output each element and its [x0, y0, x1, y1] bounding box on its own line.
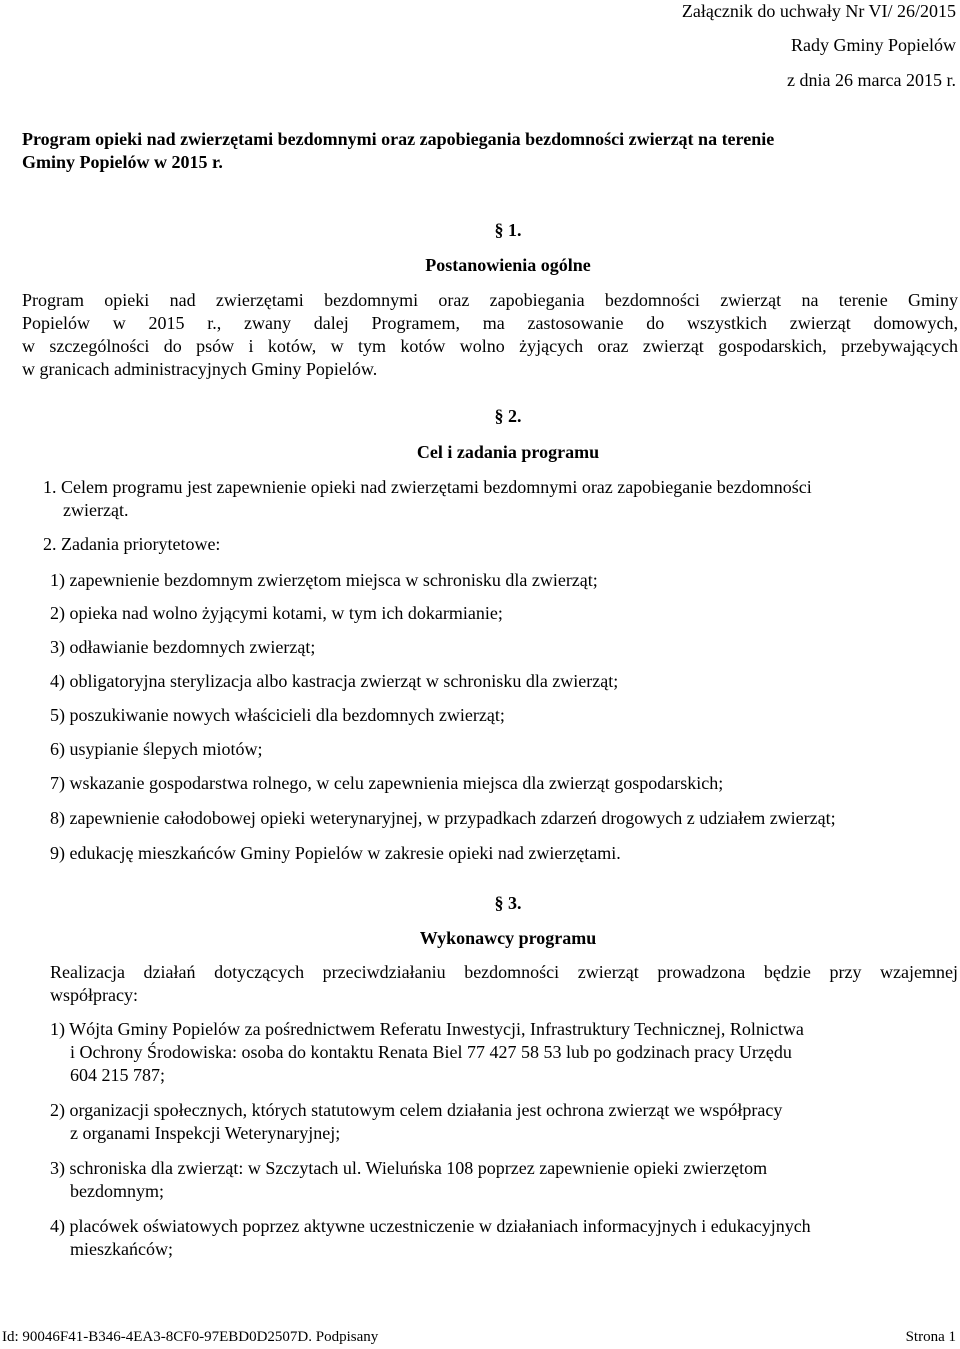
footer-page-number: Strona 1 [905, 1329, 956, 1345]
section-3-intro-line-1: Realizacja działań dotyczących przeciwdziałaniu bezdomności zwierząt prowadzona będzie przy wzajemnej [50, 962, 958, 982]
executor-item-2-line-2: z organami Inspekcji Weterynaryjnej; [70, 1123, 341, 1143]
section-1-number: § 1. [494, 220, 522, 240]
section-2-goal-line-1: 1. Celem programu jest zapewnienie opieki nad zwierzętami bezdomnymi oraz zapobieganie bezdomności [43, 477, 812, 497]
executor-item-3-line-1: 3) schroniska dla zwierząt: w Szczytach ul. Wieluńska 108 poprzez zapewnienie opieki zwierzętom [50, 1158, 768, 1178]
task-item-7: 7) wskazanie gospodarstwa rolnego, w celu zapewnienia miejsca dla zwierząt gospodarskich; [50, 773, 724, 793]
section-1-para-line-4: w granicach administracyjnych Gminy Popielów. [22, 359, 378, 379]
task-item-9: 9) edukację mieszkańców Gminy Popielów w zakresie opieki nad zwierzętami. [50, 843, 621, 863]
executor-item-1-line-3: 604 215 787; [70, 1065, 166, 1085]
section-1-para-line-1: Program opieki nad zwierzętami bezdomnymi oraz zapobiegania bezdomności zwierząt na terenie Gminy [22, 290, 958, 310]
executor-item-1-line-1: 1) Wójta Gminy Popielów za pośrednictwem Referatu Inwestycji, Infrastruktury Technicznej, Rolnictwa [50, 1019, 804, 1039]
header-annex-line: Załącznik do uchwały Nr VI/ 26/2015 [681, 1, 956, 21]
header-date-line: z dnia 26 marca 2015 r. [787, 70, 956, 90]
footer-document-id: Id: 90046F41-B346-4EA3-8CF0-97EBD0D2507D. Podpisany [2, 1329, 379, 1345]
task-item-5: 5) poszukiwanie nowych właścicieli dla bezdomnych zwierząt; [50, 705, 505, 725]
section-2-goal-line-2: zwierząt. [63, 500, 129, 520]
doc-title-line-2: Gminy Popielów w 2015 r. [22, 152, 223, 172]
executor-item-2-line-1: 2) organizacji społecznych, których statutowym celem działania jest ochrona zwierząt we współpracy [50, 1100, 783, 1120]
executor-item-3-line-2: bezdomnym; [70, 1181, 164, 1201]
task-item-3: 3) odławianie bezdomnych zwierząt; [50, 637, 316, 657]
executor-item-4-line-2: mieszkańców; [70, 1239, 173, 1259]
task-item-1: 1) zapewnienie bezdomnym zwierzętom miejsca w schronisku dla zwierząt; [50, 570, 598, 590]
doc-title-line-1: Program opieki nad zwierzętami bezdomnymi oraz zapobiegania bezdomności zwierząt na terenie [22, 129, 775, 149]
executor-item-4-line-1: 4) placówek oświatowych poprzez aktywne uczestniczenie w działaniach informacyjnych i edukacyjnych [50, 1216, 811, 1236]
task-item-2: 2) opieka nad wolno żyjącymi kotami, w tym ich dokarmianie; [50, 603, 503, 623]
section-2-heading: Cel i zadania programu [416, 442, 600, 462]
section-3-number: § 3. [494, 893, 522, 913]
section-2-number: § 2. [494, 406, 522, 426]
task-item-4: 4) obligatoryjna sterylizacja albo kastracja zwierząt w schronisku dla zwierząt; [50, 671, 619, 691]
header-council-line: Rady Gminy Popielów [791, 35, 956, 55]
task-item-6: 6) usypianie ślepych miotów; [50, 739, 263, 759]
section-1-para-line-2: Popielów w 2015 r., zwany dalej Programem, ma zastosowanie do wszystkich zwierząt domowych, [22, 313, 958, 333]
section-3-heading: Wykonawcy programu [419, 928, 597, 948]
task-item-8: 8) zapewnienie całodobowej opieki weterynaryjnej, w przypadkach zdarzeń drogowych z udziałem zwierząt; [50, 808, 836, 828]
section-1-heading: Postanowienia ogólne [425, 255, 591, 275]
section-2-tasks-intro: 2. Zadania priorytetowe: [43, 534, 221, 554]
executor-item-1-line-2: i Ochrony Środowiska: osoba do kontaktu Renata Biel 77 427 58 53 lub po godzinach pracy Urzędu [70, 1042, 792, 1062]
section-3-intro-line-2: współpracy: [50, 985, 138, 1005]
section-1-para-line-3: w szczególności do psów i kotów, w tym kotów wolno żyjących oraz zwierząt gospodarskich, przebywających [22, 336, 958, 356]
